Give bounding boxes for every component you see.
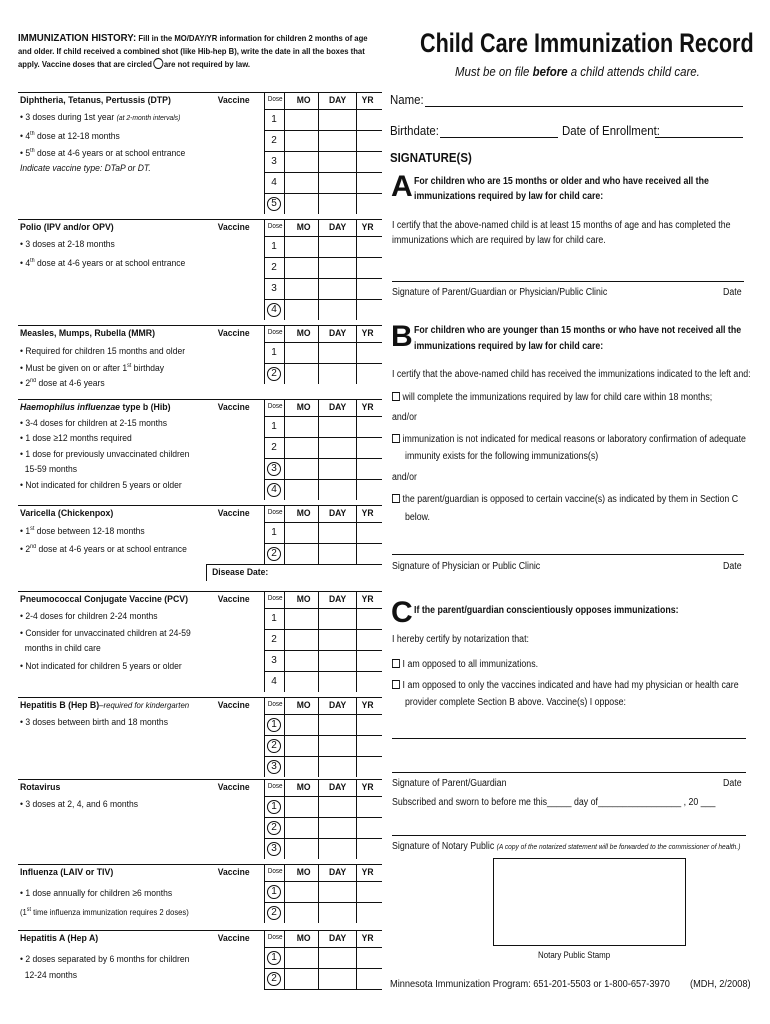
date-cell-day[interactable]: [318, 522, 356, 543]
intro-block: [18, 32, 382, 71]
date-cell-day[interactable]: [318, 130, 356, 151]
date-cell-yr[interactable]: [356, 522, 382, 543]
requirement-note: • 1 dose annually for children ≥6 months: [20, 888, 173, 899]
enrollment-field[interactable]: [655, 137, 743, 138]
vaccine-title: Polio (IPV and/or OPV): [20, 222, 114, 233]
column-header-day: DAY: [328, 222, 347, 233]
date-cell-mo[interactable]: [284, 458, 318, 479]
dose-number: 1: [271, 527, 277, 538]
dose-number: 3: [271, 156, 277, 167]
date-cell-mo[interactable]: [284, 629, 318, 650]
footer-code: (MDH, 2/2008): [690, 978, 751, 990]
date-cell-mo[interactable]: [284, 608, 318, 629]
circled-dose-icon: 2: [267, 972, 281, 986]
column-header-mo: MO: [296, 328, 311, 339]
column-header-dose: Dose: [267, 701, 283, 708]
date-cell-yr[interactable]: [356, 299, 382, 320]
grid-line: [264, 989, 382, 990]
date-cell-day[interactable]: [318, 257, 356, 278]
date-cell-yr[interactable]: [356, 458, 382, 479]
notary-line[interactable]: [392, 835, 746, 836]
dose-number: [264, 479, 284, 500]
signatures-heading: SIGNATURE(S): [390, 150, 472, 165]
name-field[interactable]: [425, 106, 743, 107]
section-divider: [18, 930, 382, 931]
date-cell-yr[interactable]: [356, 416, 382, 437]
column-header-vaccine: Vaccine: [217, 782, 250, 793]
date-cell-mo[interactable]: [284, 299, 318, 320]
date-cell-mo[interactable]: [284, 130, 318, 151]
requirement-note: • 2-4 doses for children 2-24 months: [20, 611, 158, 622]
dose-number: [264, 838, 284, 859]
column-header-day: DAY: [328, 933, 347, 944]
option-oppose-all[interactable]: I am opposed to all immunizations.: [392, 657, 538, 672]
option-medical[interactable]: immunization is not indicated for medical reasons or laboratory confirmation of adequate: [392, 432, 746, 447]
column-header-day: DAY: [328, 782, 347, 793]
date-cell-yr[interactable]: [356, 151, 382, 172]
date-cell-day[interactable]: [318, 543, 356, 564]
dose-number: 2: [271, 442, 277, 453]
date-cell-day[interactable]: [318, 796, 356, 817]
requirement-note: • 2nd dose at 4-6 years or at school entrance: [20, 544, 187, 556]
column-header-yr: YR: [361, 402, 374, 413]
column-header-dose: Dose: [267, 509, 283, 516]
column-header-dose: Dose: [267, 783, 283, 790]
column-header-vaccine: Vaccine: [217, 95, 250, 106]
dose-number: 1: [271, 421, 277, 432]
section-b-letter: B: [391, 320, 413, 353]
dose-number: 1: [271, 347, 277, 358]
requirement-note: • 3 doses at 2, 4, and 6 months: [20, 799, 139, 810]
column-header-mo: MO: [296, 700, 311, 711]
date-cell-mo[interactable]: [284, 817, 318, 838]
date-cell-day[interactable]: [318, 479, 356, 500]
column-header-yr: YR: [361, 328, 374, 339]
vaccine-title: Measles, Mumps, Rubella (MMR): [20, 328, 156, 339]
date-cell-yr[interactable]: [356, 543, 382, 564]
vaccine-title: Hepatitis A (Hep A): [20, 933, 99, 944]
date-cell-yr[interactable]: [356, 608, 382, 629]
dose-number: 2: [271, 634, 277, 645]
date-cell-yr[interactable]: [356, 629, 382, 650]
dose-number: 1: [271, 114, 277, 125]
section-divider: [18, 505, 382, 506]
column-header-yr: YR: [361, 508, 374, 519]
footer-program: Minnesota Immunization Program: 651-201-5503 or 1-800-657-3970: [390, 978, 670, 990]
requirement-note: • Not indicated for children 5 years or older: [20, 661, 182, 672]
section-divider: [18, 325, 382, 326]
column-header-vaccine: Vaccine: [217, 402, 250, 413]
date-cell-mo[interactable]: [284, 172, 318, 193]
column-header-vaccine: Vaccine: [217, 933, 250, 944]
date-cell-mo[interactable]: [284, 735, 318, 756]
date-cell-mo[interactable]: [284, 756, 318, 777]
date-cell-day[interactable]: [318, 756, 356, 777]
date-cell-day[interactable]: [318, 650, 356, 671]
grid-line: [206, 564, 207, 581]
dose-number: [264, 947, 284, 968]
date-cell-yr[interactable]: [356, 671, 382, 692]
dose-number: 1: [271, 613, 277, 624]
date-cell-mo[interactable]: [284, 342, 318, 363]
column-header-dose: Dose: [267, 868, 283, 875]
circled-dose-icon: 3: [267, 842, 281, 856]
requirement-note: 15-59 months: [24, 464, 78, 475]
column-header-mo: MO: [296, 402, 311, 413]
requirement-note: • 2nd dose at 4-6 years: [20, 378, 105, 390]
vaccine-title: Varicella (Chickenpox): [20, 508, 114, 519]
requirement-note: • 1 dose ≥12 months required: [20, 433, 132, 444]
dose-number: [264, 735, 284, 756]
date-cell-day[interactable]: [318, 363, 356, 384]
oppose-line[interactable]: [392, 738, 746, 739]
requirement-note: • 1st dose between 12-18 months: [20, 526, 145, 538]
circled-dose-icon: 1: [267, 800, 281, 814]
date-cell-mo[interactable]: [284, 151, 318, 172]
date-cell-day[interactable]: [318, 629, 356, 650]
circled-dose-icon: 1: [267, 718, 281, 732]
circled-dose-icon: 4: [267, 303, 281, 317]
circled-dose-icon: 2: [267, 739, 281, 753]
date-cell-day[interactable]: [318, 278, 356, 299]
date-cell-mo[interactable]: [284, 257, 318, 278]
option-oppose-some[interactable]: I am opposed to only the vaccines indicated and have had my physician or health care: [392, 678, 739, 693]
requirement-note: • 3 doses between birth and 18 months: [20, 717, 168, 728]
date-cell-yr[interactable]: [356, 342, 382, 363]
date-cell-day[interactable]: [318, 193, 356, 214]
date-cell-yr[interactable]: [356, 650, 382, 671]
vaccine-title: Pneumococcal Conjugate Vaccine (PCV): [20, 594, 189, 605]
requirement-note: • Consider for unvaccinated children at 24-59: [20, 628, 191, 639]
enrollment-label: Date of Enrollment:: [562, 123, 660, 138]
dose-number: [264, 714, 284, 735]
column-header-day: DAY: [328, 95, 347, 106]
column-header-mo: MO: [296, 508, 311, 519]
circled-dose-icon: 3: [267, 760, 281, 774]
circled-dose-icon: 2: [267, 906, 281, 920]
dose-number: 1: [271, 241, 277, 252]
circled-dose-icon: 2: [267, 547, 281, 561]
requirement-note: • Must be given on or after 1st birthday: [20, 363, 165, 375]
column-header-dose: Dose: [267, 403, 283, 410]
column-header-dose: Dose: [267, 595, 283, 602]
dose-number: [264, 968, 284, 989]
requirement-note: • 1 dose for previously unvaccinated children: [20, 449, 190, 460]
date-cell-yr[interactable]: [356, 902, 382, 923]
date-cell-day[interactable]: [318, 714, 356, 735]
column-header-vaccine: Vaccine: [217, 867, 250, 878]
section-divider: [18, 399, 382, 400]
column-header-yr: YR: [361, 933, 374, 944]
signature-line-a[interactable]: [392, 281, 744, 282]
column-header-day: DAY: [328, 867, 347, 878]
date-cell-yr[interactable]: [356, 756, 382, 777]
date-cell-day[interactable]: [318, 458, 356, 479]
dose-number: [264, 902, 284, 923]
date-cell-yr[interactable]: [356, 817, 382, 838]
option-opposed[interactable]: the parent/guardian is opposed to certain vaccine(s) as indicated by them in Section C: [392, 492, 738, 507]
name-label: Name:: [390, 92, 424, 107]
requirement-note: • 5th dose at 4-6 years or at school entrance: [20, 148, 186, 160]
date-cell-yr[interactable]: [356, 714, 382, 735]
date-cell-day[interactable]: [318, 236, 356, 257]
date-cell-day[interactable]: [318, 817, 356, 838]
dose-number: [264, 817, 284, 838]
date-cell-yr[interactable]: [356, 193, 382, 214]
section-divider: [18, 697, 382, 698]
column-header-yr: YR: [361, 95, 374, 106]
section-divider: [18, 864, 382, 865]
dose-number: [264, 756, 284, 777]
requirement-note: • 4th dose at 4-6 years or at school entrance: [20, 258, 186, 270]
column-header-dose: Dose: [267, 96, 283, 103]
column-header-mo: MO: [296, 594, 311, 605]
requirement-note: • 3 doses during 1st year (at 2-month intervals): [20, 112, 181, 123]
circled-dose-icon: 1: [267, 951, 281, 965]
dose-number: [264, 363, 284, 384]
date-cell-mo[interactable]: [284, 236, 318, 257]
signature-line-b[interactable]: [392, 554, 744, 555]
date-cell-mo[interactable]: [284, 947, 318, 968]
date-cell-mo[interactable]: [284, 671, 318, 692]
date-cell-day[interactable]: [318, 299, 356, 320]
requirement-note: • Required for children 15 months and older: [20, 346, 186, 357]
date-cell-yr[interactable]: [356, 735, 382, 756]
dose-number: [264, 458, 284, 479]
column-header-day: DAY: [328, 402, 347, 413]
column-header-vaccine: Vaccine: [217, 508, 250, 519]
column-header-mo: MO: [296, 95, 311, 106]
date-cell-yr[interactable]: [356, 257, 382, 278]
dose-number: [264, 543, 284, 564]
date-cell-day[interactable]: [318, 838, 356, 859]
checkbox[interactable]: [392, 680, 400, 689]
column-header-day: DAY: [328, 594, 347, 605]
date-cell-mo[interactable]: [284, 881, 318, 902]
option-complete[interactable]: will complete the immunizations required by law for child care within 18 months;: [392, 390, 712, 405]
date-cell-yr[interactable]: [356, 479, 382, 500]
checkbox[interactable]: [392, 494, 400, 503]
date-cell-mo[interactable]: [284, 796, 318, 817]
date-cell-mo[interactable]: [284, 968, 318, 989]
date-cell-day[interactable]: [318, 881, 356, 902]
column-header-mo: MO: [296, 933, 311, 944]
date-cell-day[interactable]: [318, 151, 356, 172]
vaccine-title: Hepatitis B (Hep B)–required for kindergarten: [20, 700, 190, 711]
date-cell-mo[interactable]: [284, 714, 318, 735]
requirement-note: • 3-4 doses for children at 2-15 months: [20, 418, 168, 429]
date-cell-mo[interactable]: [284, 902, 318, 923]
requirement-note: Indicate vaccine type: DTaP or DT.: [20, 163, 151, 174]
page-title: Child Care Immunization Record: [420, 28, 754, 58]
requirement-note: • Not indicated for children 5 years or older: [20, 480, 182, 491]
date-cell-yr[interactable]: [356, 947, 382, 968]
circled-dose-icon: 4: [267, 483, 281, 497]
column-header-vaccine: Vaccine: [217, 328, 250, 339]
date-cell-yr[interactable]: [356, 796, 382, 817]
column-header-day: DAY: [328, 508, 347, 519]
date-cell-day[interactable]: [318, 416, 356, 437]
section-c-letter: C: [391, 596, 413, 629]
column-header-dose: Dose: [267, 934, 283, 941]
column-header-dose: Dose: [267, 329, 283, 336]
page-subtitle: Must be on file before a child attends child care.: [455, 64, 700, 79]
dose-number: [264, 299, 284, 320]
date-cell-yr[interactable]: [356, 881, 382, 902]
date-cell-day[interactable]: [318, 109, 356, 130]
birthdate-field[interactable]: [440, 137, 558, 138]
circled-dose-icon: 2: [267, 821, 281, 835]
intro-text: IMMUNIZATION HISTORY: Fill in the MO/DAY/YR information for children 2 months of age and older. If child received a combined shot (like Hib-hep B), write the date in all the boxes that apply. Vaccine doses that are circled are not required by law.: [18, 32, 368, 69]
signature-line-c[interactable]: [392, 772, 746, 773]
column-header-mo: MO: [296, 222, 311, 233]
column-header-vaccine: Vaccine: [217, 222, 250, 233]
date-cell-yr[interactable]: [356, 838, 382, 859]
date-cell-yr[interactable]: [356, 109, 382, 130]
column-header-yr: YR: [361, 594, 374, 605]
date-cell-mo[interactable]: [284, 278, 318, 299]
dose-number: 3: [271, 283, 277, 294]
section-divider: [18, 591, 382, 592]
checkbox[interactable]: [392, 392, 400, 401]
date-cell-mo[interactable]: [284, 363, 318, 384]
dose-number: 4: [271, 676, 277, 687]
date-cell-yr[interactable]: [356, 172, 382, 193]
section-divider: [18, 779, 382, 780]
dose-number: [264, 796, 284, 817]
column-header-vaccine: Vaccine: [217, 700, 250, 711]
date-cell-day[interactable]: [318, 947, 356, 968]
column-header-yr: YR: [361, 782, 374, 793]
column-header-yr: YR: [361, 700, 374, 711]
date-cell-day[interactable]: [318, 968, 356, 989]
date-cell-yr[interactable]: [356, 278, 382, 299]
requirement-note: months in child care: [24, 643, 101, 654]
date-cell-mo[interactable]: [284, 479, 318, 500]
immunization-form: IMMUNIZATION HISTORY: Fill in the MO/DAY/YR information for children 2 months of age and older. If child received a combined shot (like Hib-hep B), write the date in all the boxes that apply. Vaccine doses that are circled are not required by law. Diphtheria, Tetanus, Pertussis (DTP) Vaccine MO DAY YR Dose 1 2 3 4 5 Polio (IPV and/or OPV) Vaccine MO DAY YR Dose 1 2 3 4 Measles, Mumps, Rubella (MMR) Vaccine MO DAY YR Dose 1 2 Haemophilus influenzae type b (Hib) Vaccine MO DAY YR Dose 1 2 3 4 Varicella (Chickenpox) Vaccine MO DAY YR Dose 1 2 Disease Date: Pneumococcal Conjugate Vaccine (PCV) Vaccine MO DAY YR Dose 1 2 3 4 Hepatitis B (Hep B)–required for kindergarten Vaccine MO DAY YR Dose 1 2 3 Rotavirus Vaccine MO DAY YR Dose 1 2 3 Influenza (LAIV or TIV) Vaccine MO DAY YR Dose 1 2 Hepatitis A (Hep A) Vaccine MO DAY YR Dose 1 2 • 3 doses during 1st year (at 2-month intervals) • 4th dose at 12-18 months • 5th dose at 4-6 years or at school entrance Indicate vaccine type: DTaP or DT. • 3 doses at 2-18 months • 4th dose at 4-6 years or at school entrance • Required for children 15 months and older • Must be given on or after 1st birthday • 2nd dose at 4-6 years • 3-4 doses for children at 2-15 months • 1 dose ≥12 months required • 1 dose for previously unvaccinated children 15-59 months • Not indicated for children 5 years or older • 1st dose between 12-18 months • 2nd dose at 4-6 years or at school entrance • 2-4 doses for children 2-24 months • Consider for unvaccinated children at 24-59 months in child care • Not indicated for children 5 years or older • 3 doses between birth and 18 months • 3 doses at 2, 4, and 6 months • 1 dose annually for children ≥6 months (1st time influenza immunization requires 2 doses) • 2 doses separated by 6 months for children 12-24 months Child Care Immunization Record Must be on file before a child attends child care. Name: Birthdate: Date of Enrollment: SIGNATURE(S) A For children who are 15 months or older and who have received all the immunizations required by law for child care: I certify that the above-named child is at least 15 months of age and has completed the immunizations which are required by law for child care. Signature of Parent/Guardian or Physician/Public Clinic Date B For children who are younger than 15 months or who have not received all the immunizations required by law for child care: I certify that the above-named child has received the immunizations indicated to the left and: will complete the immunizations required by law for child care within 18 months; and/or immunization is not indicated for medical reasons or laboratory confirmation of adequate immunity exists for the following immunizations(s) and/or the parent/guardian is opposed to certain vaccine(s) as indicated by them in Section C below. Signature of Physician or Public Clinic Date C If the parent/guardian conscientiously opposes immunizations: I hereby certify by notarization that: I am opposed to all immunizations. I am opposed to only the vaccines indicated and have had my physician or health care provider complete Section B above. Vaccine(s) I oppose: Signature of Parent/Guardian Date Subscribed and sworn to before me this_____ day of_________________ , 20 ___ Signature of Notary Public (A copy of the notarized statement will be forwarded to the commissioner of health.) Notary Public Stamp Minnesota Immunization Program: 651-201-5503 or 1-800-657-3970 (MDH, 2/2008): [18, 28, 754, 990]
requirement-note: (1st time influenza immunization requires 2 doses): [20, 906, 189, 917]
circled-dose-icon: 3: [267, 462, 281, 476]
circled-dose-icon: 1: [267, 885, 281, 899]
date-cell-mo[interactable]: [284, 193, 318, 214]
date-cell-day[interactable]: [318, 902, 356, 923]
date-cell-mo[interactable]: [284, 838, 318, 859]
date-cell-yr[interactable]: [356, 363, 382, 384]
checkbox[interactable]: [392, 434, 400, 443]
vaccine-title: Diphtheria, Tetanus, Pertussis (DTP): [20, 95, 171, 106]
date-cell-yr[interactable]: [356, 968, 382, 989]
date-cell-day[interactable]: [318, 437, 356, 458]
dose-number: [264, 193, 284, 214]
disease-date-field[interactable]: [268, 564, 382, 581]
dose-number: 2: [271, 135, 277, 146]
vaccine-title: Influenza (LAIV or TIV): [20, 867, 114, 878]
date-cell-day[interactable]: [318, 172, 356, 193]
checkbox[interactable]: [392, 659, 400, 668]
column-header-day: DAY: [328, 328, 347, 339]
date-cell-mo[interactable]: [284, 109, 318, 130]
column-header-vaccine: Vaccine: [217, 594, 250, 605]
date-cell-mo[interactable]: [284, 543, 318, 564]
dose-number: 2: [271, 262, 277, 273]
date-cell-yr[interactable]: [356, 236, 382, 257]
date-cell-mo[interactable]: [284, 416, 318, 437]
date-cell-day[interactable]: [318, 735, 356, 756]
requirement-note: • 3 doses at 2-18 months: [20, 239, 115, 250]
vaccine-title: Haemophilus influenzae type b (Hib): [20, 402, 171, 413]
dose-number: 3: [271, 655, 277, 666]
vaccine-title: Rotavirus: [20, 782, 61, 793]
date-cell-day[interactable]: [318, 342, 356, 363]
section-a-letter: A: [391, 170, 413, 203]
dose-number: [264, 881, 284, 902]
column-header-day: DAY: [328, 700, 347, 711]
column-header-mo: MO: [296, 867, 311, 878]
circle-icon: [153, 58, 163, 69]
date-cell-yr[interactable]: [356, 437, 382, 458]
date-cell-yr[interactable]: [356, 130, 382, 151]
date-cell-mo[interactable]: [284, 437, 318, 458]
date-cell-day[interactable]: [318, 608, 356, 629]
date-cell-mo[interactable]: [284, 650, 318, 671]
requirement-note: 12-24 months: [24, 970, 78, 981]
requirement-note: • 2 doses separated by 6 months for children: [20, 954, 190, 965]
birthdate-label: Birthdate:: [390, 123, 439, 138]
date-cell-day[interactable]: [318, 671, 356, 692]
circled-dose-icon: 5: [267, 197, 281, 211]
column-header-yr: YR: [361, 222, 374, 233]
column-header-mo: MO: [296, 782, 311, 793]
circled-dose-icon: 2: [267, 367, 281, 381]
section-divider: [18, 219, 382, 220]
dose-number: 4: [271, 177, 277, 188]
column-header-yr: YR: [361, 867, 374, 878]
date-cell-mo[interactable]: [284, 522, 318, 543]
column-header-dose: Dose: [267, 223, 283, 230]
section-divider: [18, 92, 382, 93]
notary-stamp-box: [493, 858, 686, 946]
requirement-note: • 4th dose at 12-18 months: [20, 131, 120, 143]
disease-date-label: Disease Date:: [212, 567, 269, 578]
